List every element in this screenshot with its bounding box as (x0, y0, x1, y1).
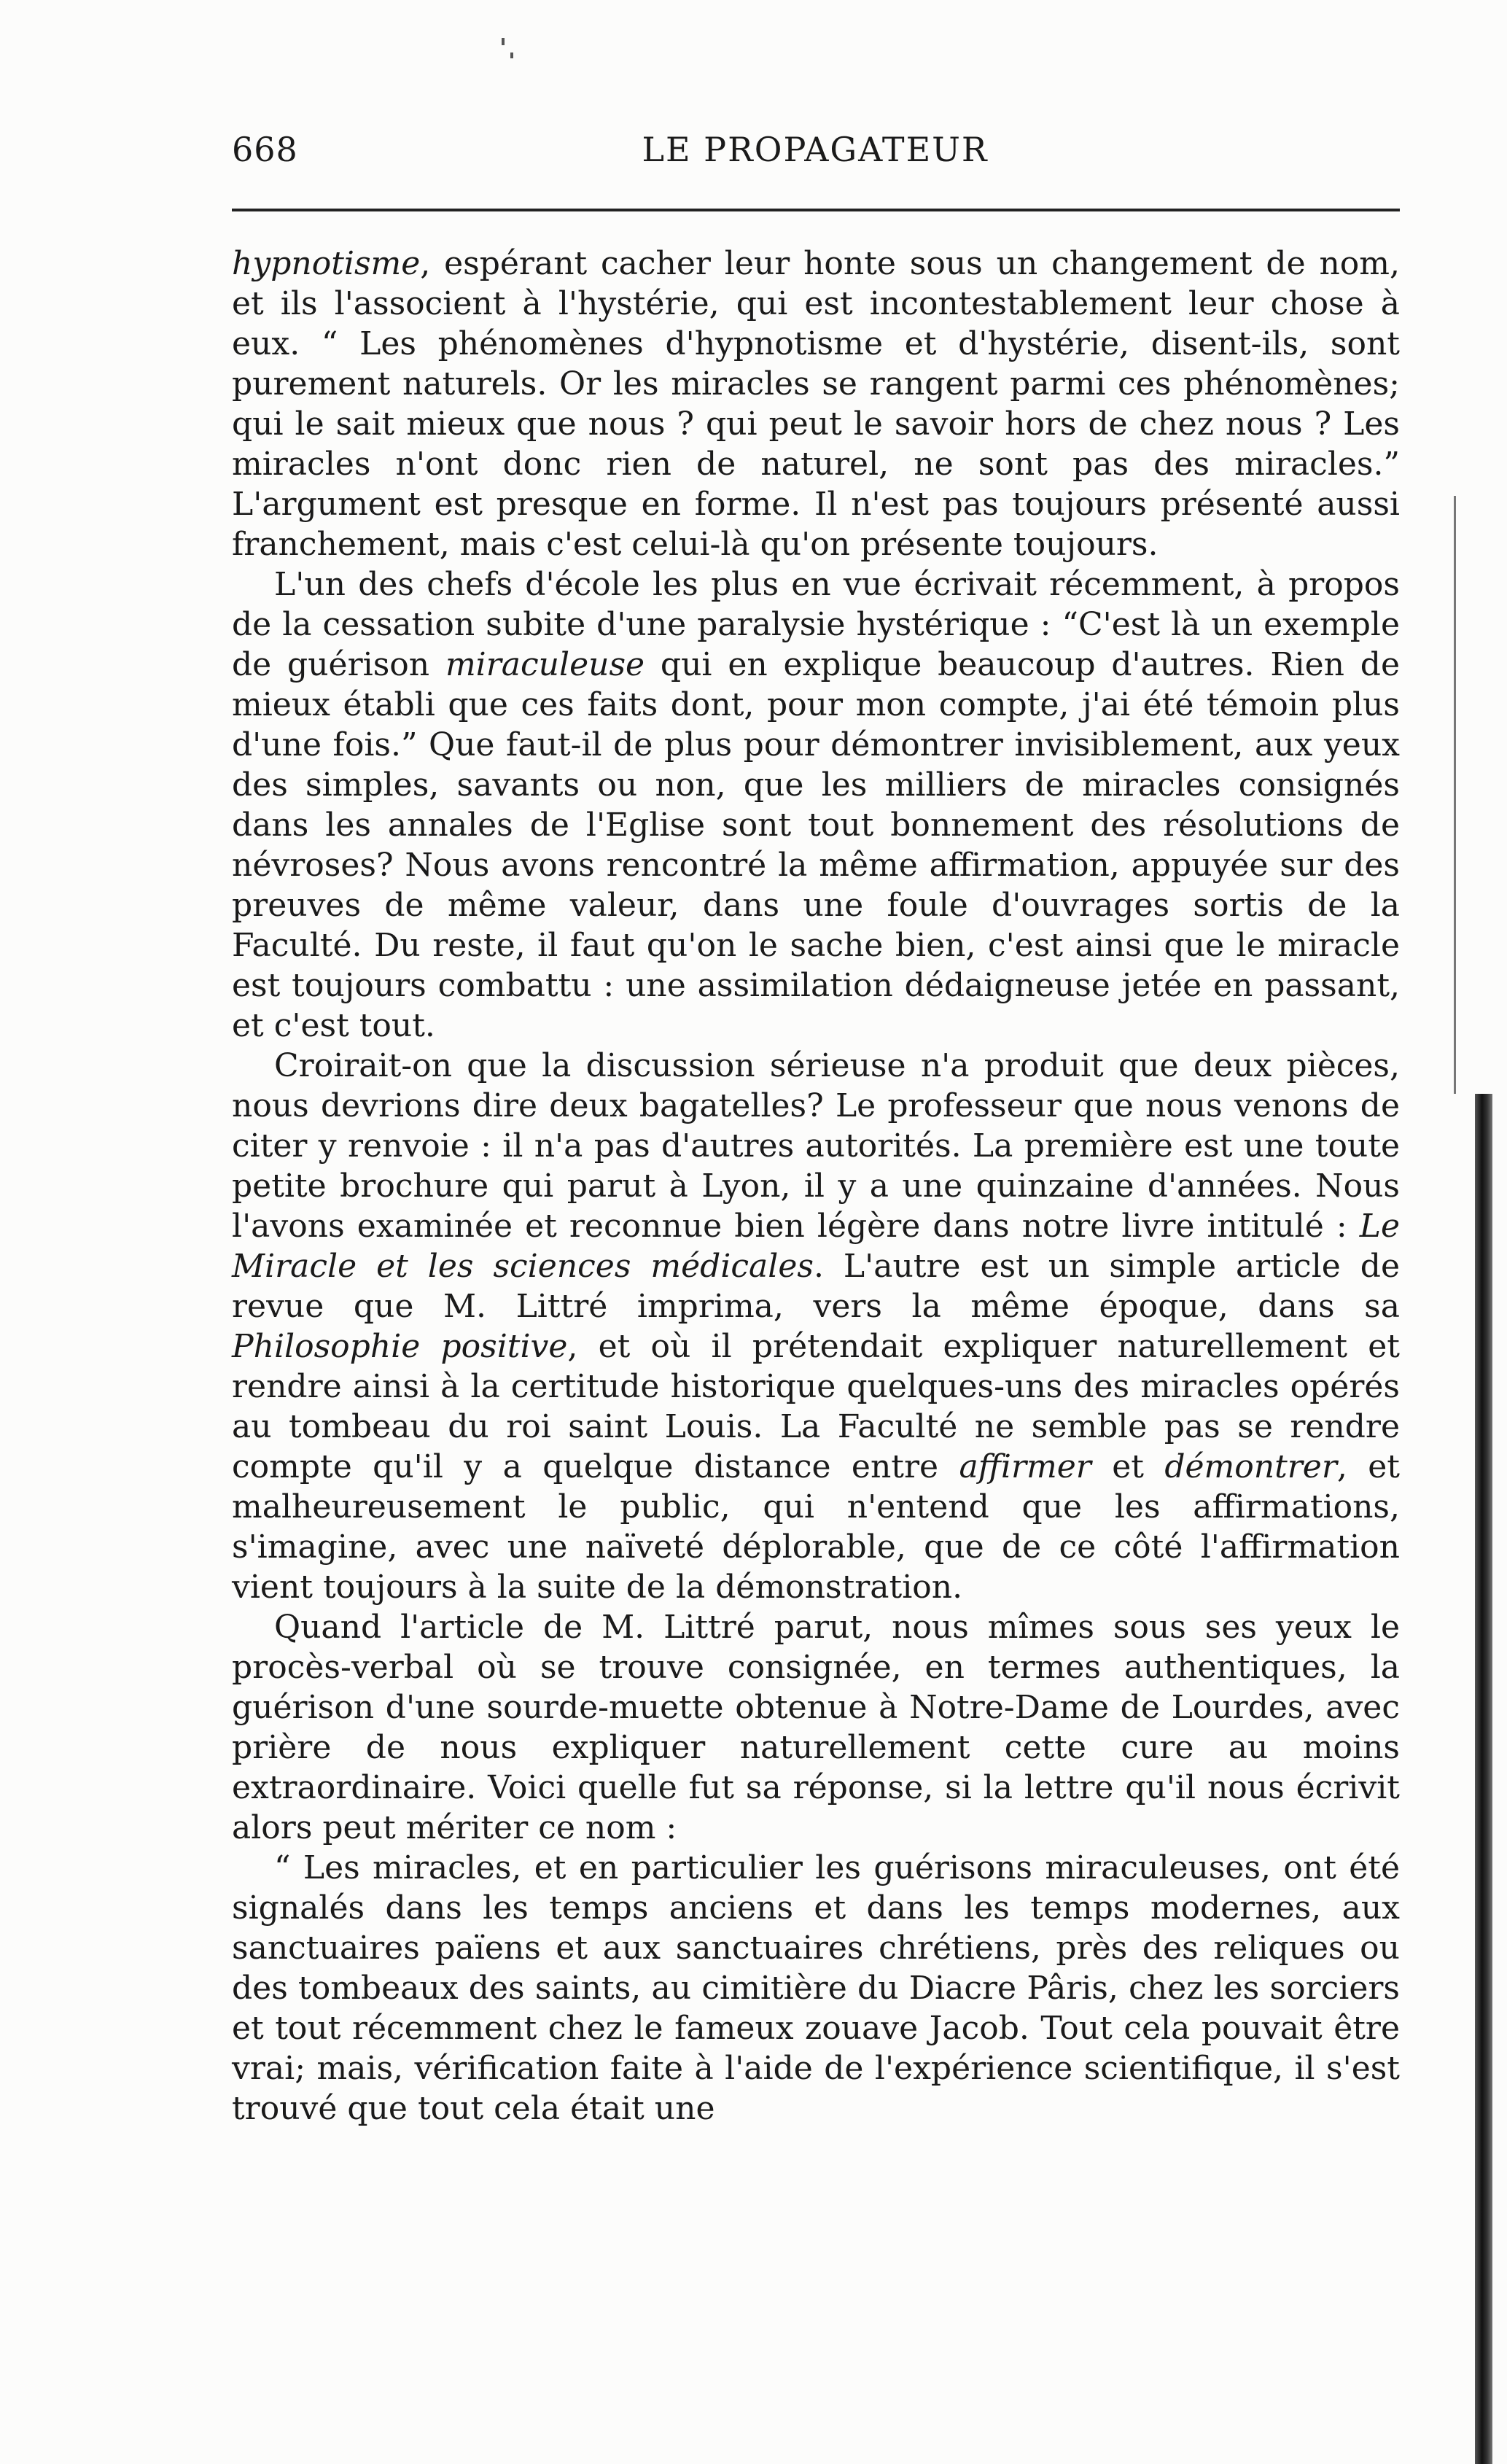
text-segment: L'un des chefs d'école les plus en vue écrivait récemment, à propos de la cessation subite d'une paralysie hystérique : “C'est là un exemple de guérison (232, 566, 1400, 683)
italic-text-segment: Le Miracle et les sciences médicales (232, 1208, 1400, 1285)
paragraph (232, 1848, 1400, 2129)
text-segment: et (1091, 1448, 1165, 1485)
italic-text-segment: démontrer (1164, 1448, 1337, 1485)
italic-text-segment: hypnotisme (232, 245, 421, 282)
italic-text-segment: Philosophie positive (232, 1328, 568, 1365)
text-segment: Croirait-on que la discussion sérieuse n'a produit que deux pièces, nous devrions dire deux bagatelles? Le professeur que nous venons de citer y renvoie : il n'a pas d'autres autorités. La première est une toute petite brochure qui parut à Lyon, il y a une quinzaine d'années. Nous l'avons examinée et reconnue bien légère dans notre livre intitulé : (232, 1047, 1400, 1245)
page-header (232, 130, 1398, 174)
header-rule (232, 209, 1400, 211)
text-segment: , espérant cacher leur honte sous un changement de nom, et ils l'associent à l'hystérie, qui est incontestablement leur chose à eux. “ Les phénomènes d'hypnotisme et d'hystérie, disent-ils, sont purement naturels. Or les miracles se rangent parmi ces phénomènes; qui le sait mieux que nous ? qui peut le savoir hors de chez nous ? Les miracles n'ont donc rien de naturel, ne sont pas des miracles.” L'argument est presque en forme. Il n'est pas toujours présenté aussi franchement, mais c'est celui-là qu'on présente toujours. (232, 245, 1400, 563)
text-segment: “ Les miracles, et en particulier les guérisons miraculeuses, ont été signalés dans les temps anciens et dans les temps modernes, aux sanctuaires païens et aux sanctuaires chrétiens, près des reliques ou des tombeaux des saints, au cimitière du Diacre Pâris, chez les sorciers et tout récemment chez le fameux zouave Jacob. Tout cela pouvait être vrai; mais, vérification faite à l'aide de l'expérience scientifique, il s'est trouvé que tout cela était une (232, 1849, 1400, 2127)
ink-speck (510, 53, 513, 58)
paragraph (232, 564, 1400, 1046)
text-segment: , et où il prétendait expliquer naturellement et rendre ainsi à la certitude historique quelques-uns des miracles opérés au tombeau du roi saint Louis. La Faculté ne semble pas se rendre compte qu'il y a quelque distance entre (232, 1328, 1400, 1485)
text-segment: qui en explique beaucoup d'autres. Rien de mieux établi que ces faits dont, pour mon compte, j'ai été témoin plus d'une fois.” Que faut-il de plus pour démontrer invisiblement, aux yeux des simples, savants ou non, que les milliers de miracles consignés dans les annales de l'Eglise sont tout bonnement des résolutions de névroses? Nous avons rencontré la même affirmation, appuyée sur des preuves de même valeur, dans une foule d'ouvrages sortis de la Faculté. Du reste, il faut qu'on le sache bien, c'est ainsi que le miracle est toujours combattu : une assimilation dédaigneuse jetée en passant, et c'est tout. (232, 646, 1400, 1044)
body-text (232, 244, 1400, 2129)
italic-text-segment: miraculeuse (445, 646, 645, 683)
page-number: 668 (232, 130, 298, 169)
text-segment: Quand l'article de M. Littré parut, nous mîmes sous ses yeux le procès-verbal où se trouve consignée, en termes authentiques, la guérison d'une sourde-muette obtenue à Notre-Dame de Lourdes, avec prière de nous expliquer naturellement cette cure au moins extraordinaire. Voici quelle fut sa réponse, si la lettre qu'il nous écrivit alors peut mériter ce nom : (232, 1609, 1400, 1846)
page-edge-shadow-thin (1454, 496, 1456, 1094)
text-segment: . L'autre est un simple article de revue que M. Littré imprima, vers la même époque, dans sa (232, 1248, 1400, 1325)
ink-speck (502, 38, 505, 45)
paragraph (232, 244, 1400, 564)
running-title: LE PROPAGATEUR (642, 130, 989, 169)
italic-text-segment: affirmer (959, 1448, 1091, 1485)
text-segment: , et malheureusement le public, qui n'entend que les affirmations, s'imagine, avec une naïveté déplorable, que de ce côté l'affirmation vient toujours à la suite de la démonstration. (232, 1448, 1400, 1606)
paragraph (232, 1046, 1400, 1607)
page-edge-shadow (1475, 1094, 1492, 2464)
paragraph (232, 1607, 1400, 1848)
